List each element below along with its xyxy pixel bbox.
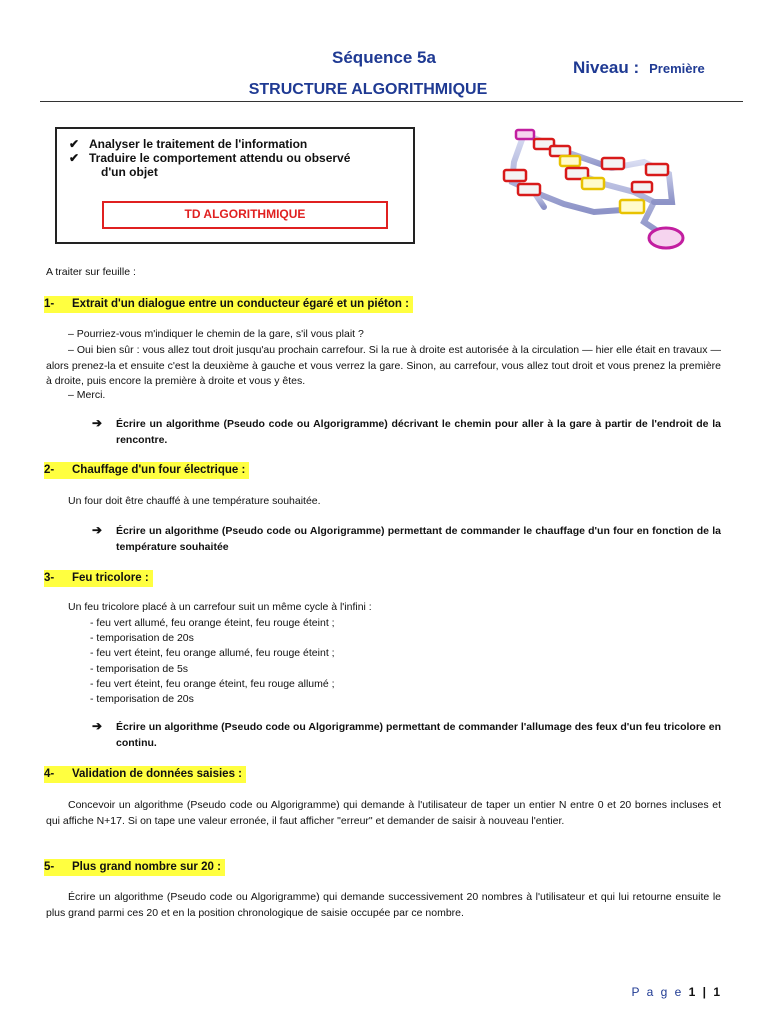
document-title: Séquence 5a bbox=[332, 48, 436, 67]
section-text-2: Un four doit être chauffé à une température souhaitée. bbox=[68, 495, 321, 507]
list-item: - temporisation de 20s bbox=[90, 693, 194, 706]
task-text-1: Écrire un algorithme (Pseudo code ou Algorigramme) décrivant le chemin pour aller à la gare à partir de l'endroit de la rencontre. bbox=[116, 418, 721, 446]
list-item: - temporisation de 20s bbox=[90, 632, 194, 645]
arrow-right-icon: ➔ bbox=[92, 416, 103, 430]
intro-text: A traiter sur feuille : bbox=[46, 266, 136, 278]
list-item: - feu vert éteint, feu orange allumé, feu rouge éteint ; bbox=[90, 647, 335, 660]
list-item: - feu vert allumé, feu orange éteint, feu rouge éteint ; bbox=[90, 617, 335, 629]
arrow-right-icon: ➔ bbox=[92, 523, 103, 537]
list-item: - temporisation de 5s bbox=[90, 662, 189, 675]
list-item: - feu vert éteint, feu orange éteint, feu rouge allumé ; bbox=[90, 677, 335, 690]
section-text-5: Écrire un algorithme (Pseudo code ou Algorigramme) qui demande successivement 20 nombres à l'utilisateur et qui lui retourne ensuite le plus grand parmi ces 20 et en la position chronologique de saisie occupée par ce nombre. bbox=[46, 891, 721, 919]
dialogue-line: – Pourriez-vous m'indiquer le chemin de la gare, s'il vous plait ? bbox=[68, 328, 364, 340]
header-rule bbox=[40, 101, 743, 102]
objectives-box bbox=[55, 127, 415, 244]
section-heading-5: 5- Plus grand nombre sur 20 : bbox=[44, 859, 225, 876]
section-text-4: Concevoir un algorithme (Pseudo code ou Algorigramme) qui demande à l'utilisateur de taper un entier N entre 0 et 20 bornes incluses et qui affiche N+17. Si on tape une valeur erronée, il faut afficher "erreur" et demander de saisir à nouveau l'entier. bbox=[46, 799, 721, 827]
section-heading-3: 3- Feu tricolore : bbox=[44, 570, 153, 587]
section-heading-1: 1- Extrait d'un dialogue entre un conducteur égaré et un piéton : bbox=[44, 296, 413, 313]
dialogue-line: – Merci. bbox=[68, 389, 106, 401]
section-text-3: Un feu tricolore placé à un carrefour suit un même cycle à l'infini : bbox=[68, 601, 372, 613]
section-heading-2: 2- Chauffage d'un four électrique : bbox=[44, 462, 249, 479]
objective-item-continued: d'un objet bbox=[101, 165, 158, 179]
check-icon: ✔ bbox=[69, 151, 80, 165]
td-label-box: TD ALGORITHMIQUE bbox=[102, 201, 388, 229]
objective-item: ✔ Analyser le traitement de l'information bbox=[69, 137, 308, 151]
niveau-label: Niveau : bbox=[573, 58, 640, 77]
page-footer bbox=[631, 985, 722, 999]
niveau-value: Première bbox=[649, 61, 705, 76]
objective-item: ✔ Traduire le comportement attendu ou observé bbox=[69, 151, 351, 165]
task-text-3: Écrire un algorithme (Pseudo code ou Algorigramme) permettant de commander l'allumage des feux d'un feu tricolore en continu. bbox=[116, 721, 721, 749]
page-label: P a g e bbox=[631, 985, 684, 999]
task-text-2: Écrire un algorithme (Pseudo code ou Algorigramme) permettant de commander le chauffage d'un four en fonction de la température souhaitée bbox=[116, 525, 721, 553]
niveau bbox=[573, 58, 705, 78]
flowchart-illustration bbox=[494, 122, 694, 252]
dialogue-line: – Oui bien sûr : vous allez tout droit jusqu'au prochain carrefour. Si la rue à droite est autorisée à la circulation — hier elle était en travaux — alors prenez-la et ensuite c'est la deuxième à gauche et vous verrez la gare. Sinon, au carrefour, vous allez tout droit et vous prenez la première à droite, puis encore la première à droite et vous y êtes. bbox=[46, 344, 721, 387]
section-heading-4: 4- Validation de données saisies : bbox=[44, 766, 246, 783]
cycle-list bbox=[90, 616, 335, 707]
arrow-right-icon: ➔ bbox=[92, 719, 103, 733]
page-number: 1 | 1 bbox=[688, 985, 722, 999]
check-icon: ✔ bbox=[69, 137, 80, 151]
document-subtitle: STRUCTURE ALGORITHMIQUE bbox=[248, 81, 488, 98]
